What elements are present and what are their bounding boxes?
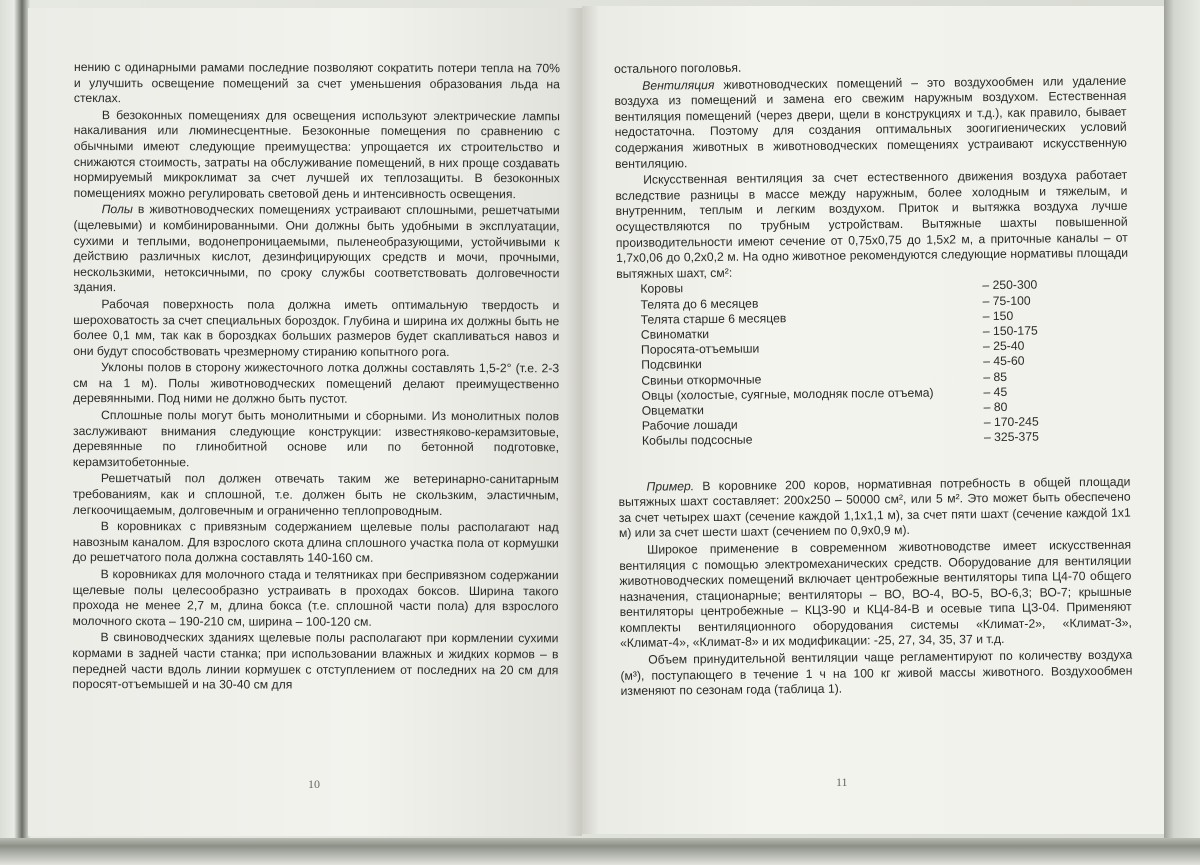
norm-animal: Свиньи откормочные — [641, 372, 762, 388]
paragraph — [618, 474, 1131, 542]
norm-value: – 325-375 — [983, 429, 1039, 445]
norm-animal: Кобылы подсосные — [641, 432, 753, 449]
norm-animal: Рабочие лошади — [641, 417, 738, 433]
norm-animal: Поросята-отъемыши — [640, 341, 760, 357]
norm-value: – 45-60 — [983, 354, 1025, 369]
paragraph — [73, 297, 559, 361]
scanner-bottom-edge — [0, 838, 1200, 865]
norm-animal: Свиноматки — [640, 326, 710, 342]
paragraph-text: В коровниках с привязным содержанием щелевые полы располагают над навозным каналом. Для взрослого скота длина сплошного участка пола от кормушки до решетчатого пола должна составлять 140-160 см. — [72, 519, 559, 566]
right-page-text — [614, 57, 1133, 700]
paragraph-text: Сплошные полы могут быть монолитными и сборными. Из монолитных полов заслуживают внимания следующие конструкции: известняково-керамзитовые, деревянные по глинобитной основе или по бетонной подготовке, керамзитобетонные. — [72, 408, 560, 470]
paragraph-text: Рабочая поверхность пола должна иметь оптимальную твердость и шероховатость за счет специальных бороздок. Глубина и ширина их должны быть не более 0,1 мм, так как в бороздках больших размеров будет скапливаться навоз и они будут способствовать чрезмерному стиранию копытного рога. — [73, 296, 560, 359]
left-page — [28, 8, 582, 836]
paragraph-text: Уклоны полов в сторону жижесточного лотка должны составлять 1,5-2° (т.е. 2-3 см на 1 м). Полы животноводческих помещений делают преимущественно деревянными. Под ними не должно быть пустот. — [73, 360, 560, 407]
paragraph — [73, 519, 559, 567]
norm-value: – 45 — [983, 384, 1008, 399]
paragraph-text: Решетчатый пол должен отвечать таким же ветеринарно-санитарным требованиям, как и сплошной, т.е. должен быть не скользким, эластичным, легкоочищаемым, долговечным и ограниченно теплопроводным. — [72, 471, 559, 518]
norm-value: – 150-175 — [982, 323, 1038, 339]
scanner-edge — [1164, 0, 1200, 838]
paragraph — [615, 168, 1128, 283]
paragraph — [74, 60, 560, 108]
paragraph-text: В коровнике 200 коров, нормативная потребность в общей площади вытяжных шахт составляет: 200х250 – 50000 см², или 5 м². Это может быть обеспечено за счет четырех шахт (сечение каждой 1,1х1,1 м), за счет пяти шахт (сечение каждой 1х1 м) или за счет шести шахт (сечением по 0,9х0,9 м). — [618, 474, 1131, 541]
paragraph — [74, 108, 560, 203]
paragraph-text: Широкое применение в современном животноводстве имеет искусственная вентиляция с помощью электромеханических средств. Оборудование для вентиляции животноводческих помещений включает центробежные вентиляторы типа Ц4-70 общего назначения, стационарные; вентиляторы – ВО, ВО-4, ВО-5, ВО-6,3; ВО-7; крышные вентиляторы центробежные – КЦЗ-90 и КЦ4-84-В и осевые типа ЦЗ-04. Применяют комплекты вентиляционного оборудования системы «Климат-2», «Климат-3», «Климат-4», «Климат-8» и их модификации: -25, 27, 34, 35, 37 и т.д. — [619, 537, 1132, 651]
paragraph-lead-term: Полы — [101, 202, 133, 217]
norms-list — [640, 277, 1130, 449]
paragraph — [614, 73, 1127, 172]
norm-value: – 75-100 — [982, 293, 1031, 308]
norm-value: – 80 — [983, 399, 1008, 415]
paragraph — [73, 202, 559, 297]
norm-value: – 25-40 — [982, 338, 1025, 354]
right-page — [582, 6, 1164, 834]
paragraph — [73, 471, 559, 519]
paragraph — [72, 630, 558, 694]
paragraph-text: животноводческих помещений – это воздухообмен или удаление воздуха из помещений и замена его свежим наружным воздухом. Естественная вентиляция помещений (через двери, щели в конструкциях и т.д.), как правило, бывает недостаточна. Поэтому для создания оптимальных зоогигиенических условий содержания животных в животноводческих помещениях устраивают искусственную вентиляцию. — [614, 73, 1127, 171]
paragraph-text: Искусственная вентиляция за счет естественного движения воздуха работает вследствие разницы в массе между наружным, более холодным и тяжелым, и внутренним, теплым и легким воздухом. Приток и вытяжка воздуха лучше осуществляются по трубным устройствам. Вытяжные шахты повышенной производительности имеют сечение от 0,75х0,75 до 1,5х2 м, а приточные каналы – от 1,7х0,06 до 0,2х0,2 м. На одно животное рекомендуются следующие нормативы площади вытяжных шахт, см²: — [615, 167, 1129, 281]
paragraph-text: В свиноводческих зданиях щелевые полы располагают при кормлении сухими кормами в задней части станка; при использовании влажных и жидких кормов – в передней части вдоль линии кормушек с отступлением от последних на 20 см для поросят-отъемышей и на 30-40 см для — [72, 630, 559, 692]
paragraph-text: в животноводческих помещениях устраивают сплошными, решетчатыми (щелевыми) и комбинированными. Они должны быть удобными в эксплуатации, сухими и теплыми, водонепроницаемыми, пыленеобразующими, устойчивыми к действию различных кислот, дезинфицирующих средств и мочи, прочными, нескользкими, нетоксичными, по сроку службы соответствовать долговечности здания. — [73, 202, 560, 295]
paragraph-text: Объем принудительной вентиляции чаще регламентируют по количеству воздуха (м³), поступающего в течение 1 ч на 100 кг живой массы животного. Воздухообмен изменяют по сезонам года (таблица 1). — [620, 647, 1133, 699]
paragraph-text: В коровниках для молочного стада и телятниках при беспривязном содержании щелевые полы целесообразно устраивать в проходах боксов. Ширина такого прохода не менее 2,7 м, длина бокса (т.е. сплошной части пола) для взрослого молочного скота – 190-210 см, ширина – 100-120 см. — [72, 567, 559, 629]
paragraph-lead-term: Вентиляция — [642, 77, 715, 93]
norm-animal: Телята до 6 месяцев — [640, 296, 759, 312]
paragraph — [73, 360, 559, 408]
paragraph-lead-term: Пример. — [646, 478, 695, 494]
norm-animal: Овцы (холостые, суягные, молодняк после отъема) — [641, 385, 934, 403]
right-page-number: 11 — [836, 775, 848, 789]
norm-animal: Коровы — [640, 281, 684, 297]
left-page-text — [72, 60, 560, 694]
paragraph-text: нению с одинарными рамами последние позволяют сократить потери тепла на 70% и улучшить освещение помещений за счет уменьшения образования льда на стеклах. — [73, 60, 560, 106]
paragraph — [619, 538, 1132, 653]
left-page-number: 10 — [308, 777, 320, 791]
norm-animal: Овцематки — [641, 403, 704, 418]
norm-value: – 85 — [983, 369, 1008, 384]
norm-value: – 170-245 — [983, 414, 1039, 430]
paragraph-text: остального поголовья. — [614, 60, 742, 76]
paragraph — [73, 567, 559, 631]
paragraph — [620, 648, 1132, 700]
norm-animal: Телята старше 6 месяцев — [640, 310, 787, 327]
norm-value: – 150 — [982, 308, 1014, 323]
norm-animal: Подсвинки — [641, 357, 702, 373]
norm-value: – 250-300 — [982, 277, 1038, 293]
paragraph-text: В безоконных помещениях для освещения используют электрические лампы накаливания или люминесцентные. Безоконные помещения по сравнению с обычными имеют следующие преимущества: упрощается их строительство и снижаются стоимость, затраты на обслуживание помещений, в них проще создавать нормируемый микроклимат за счет лучшей их теплозащиты. В безоконных помещениях можно регулировать световой день и интенсивность освещения. — [73, 107, 560, 201]
paragraph — [73, 408, 559, 472]
